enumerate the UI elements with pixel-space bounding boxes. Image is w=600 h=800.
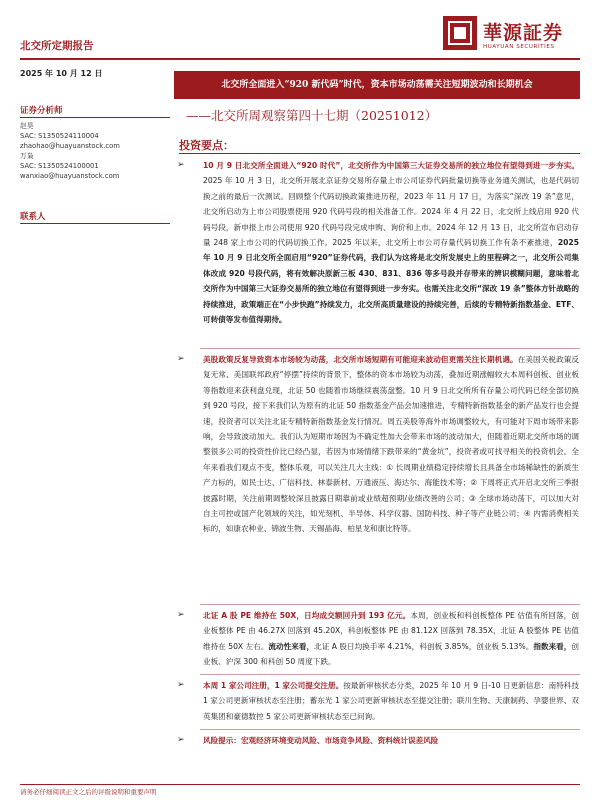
analyst-block xyxy=(20,121,120,181)
paragraph-lead: 本周 1 家公司注册，1 家公司提交注册。 xyxy=(203,681,344,690)
paragraph-divider xyxy=(200,604,580,605)
report-date: 2025 年 10 月 12 日 xyxy=(20,69,103,78)
paragraph-lead: 美股政策反复导致资本市场较为动荡，北交所市场短期有可能迎来波动但更需关注长期机遇。 xyxy=(203,355,518,364)
paragraph-emphasis: 指数来看， xyxy=(533,641,572,651)
paragraph-body: 按最新审核状态分类，2025 年 10 月 9 日-10 日更新信息：南特科技 1 家公司更新审核状态至注册；蓄东光 1 家公司更新审核状态至提交注册；联川生物、天康制药、孕婴世界、双英集团和豪德数控 5 家公司更新审核状态至已问询。 xyxy=(203,681,580,721)
bullet-arrow-icon: ➢ xyxy=(177,610,185,620)
key-point-paragraph xyxy=(203,158,579,327)
paragraph-divider xyxy=(200,729,580,730)
analyst-divider xyxy=(20,117,170,118)
paragraph-lead: 风险提示：宏观经济环境变动风险、市场竞争风险、资料统计误差风险 xyxy=(203,736,439,745)
analyst-name: 万枭 xyxy=(20,152,34,160)
risk-warning xyxy=(203,733,579,748)
paragraph-body: 创业板、沪深 300 和科创 50 周度下跌。 xyxy=(203,641,580,667)
paragraph-body: 本周，创业板和科创板整体 PE 估值有所回落，创业板整体 PE 由 46.27X 回落到 45.20X，科创板整体 PE 由 81.12X 回落到 78.35X，北证 A 股整体 PE 估值维持在 50X 左右。 xyxy=(203,611,579,651)
analyst-heading: 证券分析师 xyxy=(20,106,63,116)
report-title-banner: 北交所全面进入“920 新代码”时代，资本市场动荡需关注短期波动和长期机会 xyxy=(174,71,580,99)
paragraph-body: 北证 A 股日均换手率 4.21%，科创板 3.85%，创业板 5.13%。 xyxy=(314,641,534,651)
bullet-arrow-icon: ➢ xyxy=(177,735,185,745)
key-point-paragraph xyxy=(203,352,579,537)
paragraph-emphasis: 流动性来看， xyxy=(268,641,315,651)
logo-english-name: HUAYUAN SECURITIES xyxy=(483,44,555,50)
paragraph-lead: 北证 A 股 PE 维持在 50X，日均成交额回升到 193 亿元。 xyxy=(203,611,411,620)
footer-disclaimer: 请务必仔细阅读正文之后的评级说明和重要声明 xyxy=(20,788,157,796)
paragraph-emphasis: 2025 年 10 月 9 日北交所全面启用“920”证券代码，我们认为这将是北交所发展史上的里程碑之一，北交所公司集体改成 920 号段代码，将有效解决原新三板 430、831、836 等多号段并存带来的辨识模糊问题，意味着北交所作为中国第三大证券交易所的独立地位有望得到进一步夯实。也需关注北交所“深改 19 条”整体方针战略的持续推进，政策端正在“小步快跑”持续发力，北交所高质量建设的持续完善，后续的专精特新指数基金、ETF、可转债等发布值得期待。 xyxy=(203,238,579,325)
logo-seal-icon xyxy=(443,16,477,50)
key-point-paragraph xyxy=(203,678,579,724)
report-type-label: 北交所定期报告 xyxy=(20,40,94,52)
key-point-paragraph xyxy=(203,608,579,670)
header-divider xyxy=(20,58,580,60)
paragraph-body: 2025 年 10 月 3 日，北交所开展北京证券交易所存量上市公司证券代码批量切换等业务通关测试，也是代码切换之前的最后一次测试。回顾整个代码切换政策推进历程，2023 年 11 月 17 日，为落实“深改 19 条”意见，北交所启动为上市公司股票使用 920 代码号段的相关准备工作。2024 年 4 月 22 日，北交所上线启用 920 代码号段，新申报上市公司使用 920 代码号段完成申购、询价和上市。2024 年 12 月 13 日，北交所宣布启动存量 248 家上市公司的代码切换工作。2025 年以来，北交所上市公司存量代码切换工作有条不紊推进， xyxy=(203,176,579,248)
paragraph-divider xyxy=(200,674,580,675)
analyst-sac: SAC: S1350524100001 xyxy=(20,162,99,170)
report-subtitle: ——北交所周观察第四十七期（20251012） xyxy=(186,108,438,123)
analyst-email[interactable]: wanxiao@huayuanstock.com xyxy=(20,172,120,180)
contact-heading: 联系人 xyxy=(20,212,46,222)
paragraph-lead: 10 月 9 日北交所全面进入“920 时代”，北交所作为中国第三大证券交易所的独立地位有望得到进一步夯实。 xyxy=(203,161,579,170)
footer-divider xyxy=(20,784,580,785)
bullet-arrow-icon: ➢ xyxy=(177,680,185,690)
key-points-title: 投资要点： xyxy=(179,139,234,152)
analyst-sac: SAC: S1350524110004 xyxy=(20,132,99,140)
analyst-email[interactable]: zhaohao@huayuanstock.com xyxy=(20,142,120,150)
paragraph-body: 在美国关税政策反复无常、美国联邦政府“停摆”持续的背景下，整体的资本市场较为动荡，叠加近期涨幅较大本周科创板、创业板等指数迎来获利盘兑现，北证 50 也随着市场继续震荡盘整。10 月 9 日北交所所有存量公司代码已经全部切换到 920 号段，接下来我们认为原有的北证 50 指数基金产品会加速推进，专精特新指数基金的新产品发行也会提速，投资者可以关注北证专精特新指数基金发行情况。周五美股等海外市场调整较大，有可能对下周市场带来影响，会导致波动加大。我们认为短期市场因为不确定性加大会带来市场的波动加大，但随着近期北交所市场的调整很多公司的投资性价比已经凸显，若因为市场情绪下跌带来的“黄金坑”，投资者或可找寻相关的投资机会。全年来看我们观点不变，整体乐观，可以关注几大主线：① 长周期业绩稳定持续增长且具备全市场稀缺性的新质生产力标的，如民士达、广信科技、林泰新材、万通液压、海达尔、海能技术等；② 下周将正式开启北交所三季报披露时期，关注前期调整较深且披露日期靠前或业绩超预期/业绩改善的公司；③ 全球市场动荡下，可以加大对自主可控或国产化领域的关注，如光刻机、半导体、科学仪器、国防科技、种子等产业链公司；④ 内需消费相关标的，如康农种业、锦波生物、天锡晶海、柏星龙和康比特等。 xyxy=(203,355,580,534)
contact-divider xyxy=(20,223,170,224)
bullet-arrow-icon: ➢ xyxy=(177,160,185,170)
bullet-arrow-icon: ➢ xyxy=(177,354,185,364)
logo-name: 華源証券 xyxy=(483,22,564,44)
paragraph-divider xyxy=(200,348,580,349)
company-logo xyxy=(443,14,593,56)
key-points-divider xyxy=(179,153,580,154)
analyst-name: 赵昊 xyxy=(20,122,34,130)
